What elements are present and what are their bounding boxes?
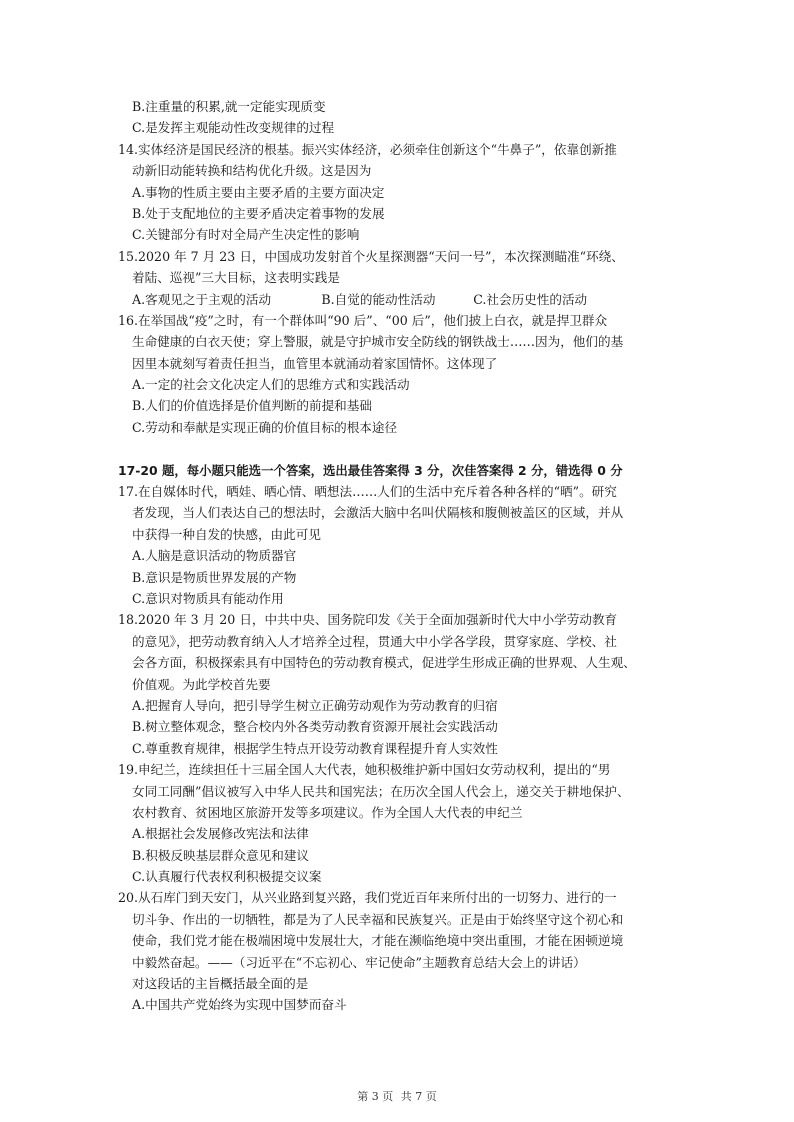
question-stem-line: 14.实体经济是国民经济的根基。振兴实体经济，必须牵住创新这个“牛鼻子”，依靠创新推 [118, 141, 617, 157]
text-line: B.注重量的积累,就一定能实现质变 [132, 99, 326, 114]
text-line: A.事物的性质主要由主要矛盾的主要方面决定 [132, 184, 385, 200]
text-line: C.劳动和奉献是实现正确的价值目标的根本途径 [132, 419, 398, 435]
question-stem-line: 19.申纪兰，连续担任十三届全国人大代表，她积极维护新中国妇女劳动权利，提出的“男 [118, 762, 611, 778]
text-line: C.关键部分有时对全局产生决定性的影响 [132, 227, 360, 243]
page-number: 第 3 页 [357, 1090, 394, 1103]
question-stem-line: 16.在举国战“疫”之时，有一个群体叫“90 后”、“00 后”，他们披上白衣，就是捍卫群众 [118, 312, 608, 328]
text-line: A.根据社会发展修改宪法和法律 [132, 826, 309, 842]
text-line: A.一定的社会文化决定人们的思维方式和实践活动 [132, 377, 410, 393]
question-content [118, 96, 708, 1016]
text-line: A.中国共产党始终为实现中国梦而奋斗 [132, 997, 347, 1013]
text-line: 使命，我们党才能在极端困境中发展壮大，才能在濒临绝境中突出重围，才能在困顿逆境 [132, 933, 624, 949]
text-line: 生命健康的白衣天使；穿上警服，就是守护城市安全防线的钢铁战士……因为，他们的基 [132, 334, 624, 350]
text-line: B.积极反映基层群众意见和建议 [132, 847, 309, 863]
page-footer [0, 1088, 794, 1104]
text-line: B.树立整体观念，整合校内外各类劳动教育资源开展社会实践活动 [132, 719, 498, 735]
text-line: A.人脑是意识活动的物质器官 [132, 548, 297, 564]
text-line: 女同工同酬”倡议被写入中华人民共和国宪法；在历次全国人代会上，递交关于耕地保护、 [132, 783, 630, 799]
blank-line [118, 438, 708, 459]
text-line: 对这段话的主旨概括最全面的是 [132, 976, 309, 992]
text-line: 农村教育、贫困地区旅游开发等多项建议。作为全国人大代表的申纪兰 [132, 804, 523, 820]
text-line: C.认真履行代表权利积极提交议案 [132, 869, 322, 885]
total-pages: 共 7 页 [400, 1090, 437, 1103]
text-line: C.尊重教育规律，根据学生特点开设劳动教育课程提升育人实效性 [132, 740, 498, 756]
question-stem-line: 20.从石库门到天安门，从兴业路到复兴路，我们党近百年来所付出的一切努力、进行的一 [118, 890, 617, 906]
question-stem-line: 15.2020 年 7 月 23 日，中国成功发射首个火星探测器“天问一号”，本次探测瞄准“环绕、 [118, 248, 624, 264]
text-line: A.把握育人导向，把引导学生树立正确劳动观作为劳动教育的归宿 [132, 697, 498, 713]
section-instruction: 17-20 题，每小题只能选一个答案，选出最佳答案得 3 分，次佳答案得 2 分，错选得 0 分 [118, 462, 623, 478]
question-stem-line: 18.2020 年 3 月 20 日，中共中央、国务院印发《关于全面加强新时代大中小学劳动教育 [118, 612, 618, 628]
text-line: C.是发挥主观能动性改变规律的过程 [132, 120, 335, 136]
text-line: 的意见》，把劳动教育纳入人才培养全过程，贯通大中小学各学段，贯穿家庭、学校、社 [132, 633, 617, 649]
question-stem-line: 17.在自媒体时代，晒娃、晒心情、晒想法……人们的生活中充斥着各种各样的“晒”。研究 [118, 484, 617, 500]
text-line: 切斗争、作出的一切牺牲，都是为了人民幸福和民族复兴。正是由于始终坚守这个初心和 [132, 911, 624, 927]
text-line: 着陆、巡视”三大目标，这表明实践是 [132, 270, 340, 286]
text-line: 动新旧动能转换和结构优化升级。这是因为 [132, 163, 372, 179]
text-line: C.意识对物质具有能动作用 [132, 590, 284, 606]
text-line: B.处于支配地位的主要矛盾决定着事物的发展 [132, 205, 385, 221]
text-line: 会各方面，积极探索具有中国特色的劳动教育模式，促进学生形成正确的世界观、人生观、 [132, 655, 636, 671]
text-line: B.意识是物质世界发展的产物 [132, 569, 297, 585]
text-line: 者发现，当人们表达自己的想法时，会激活大脑中名叫伏隔核和腹侧被盖区的区域，并从 [132, 505, 624, 521]
text-line: B.人们的价值选择是价值判断的前提和基础 [132, 398, 372, 414]
text-line: 价值观。为此学校首先要 [132, 676, 271, 692]
text-line: 因里本就刻写着责任担当，血管里本就涌动着家国情怀。这体现了 [132, 355, 498, 371]
text-line: 中获得一种自发的快感，由此可见 [132, 526, 321, 542]
text-line: 中毅然奋起。——（习近平在“不忘初心、牢记使命”主题教育总结大会上的讲话） [132, 954, 586, 970]
text-line: A.客观见之于主观的活动 B.自觉的能动性活动 C.社会历史性的活动 [132, 291, 588, 307]
